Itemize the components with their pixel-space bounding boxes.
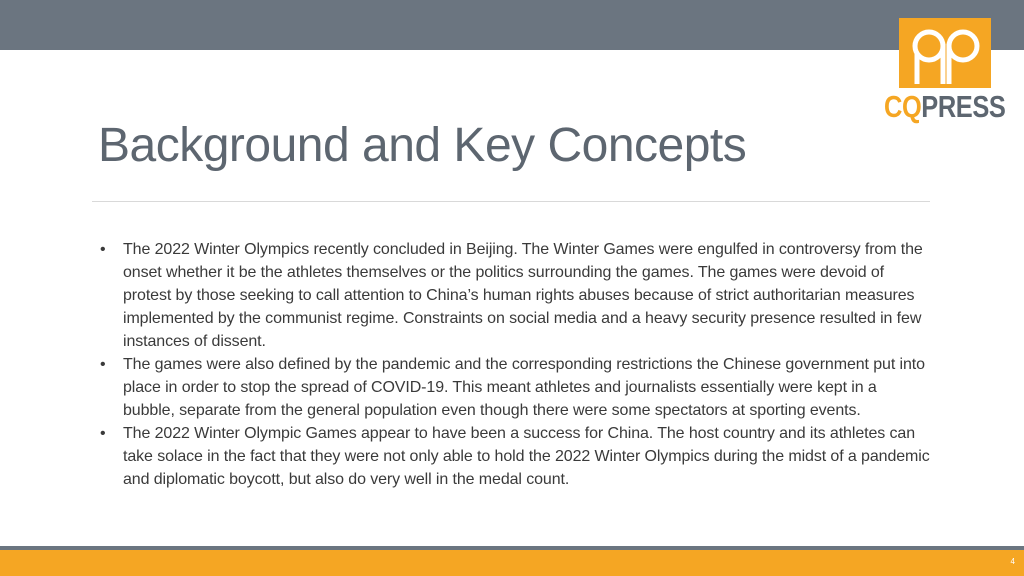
logo-glyph-icon (899, 18, 991, 88)
bullet-dot-icon: • (100, 356, 106, 373)
logo-wordmark (884, 89, 1006, 124)
page-number: 4 (1010, 557, 1015, 566)
bullet-item (100, 238, 930, 353)
bullet-text: The 2022 Winter Olympic Games appear to have been a success for China. The host country and its athletes can take solace in the fact that they were not only able to hold the 2022 Winter Olympics during the midst of a pandemic and diplomatic boycott, but also do very well in the medal count. (123, 425, 930, 488)
logo-press-text: PRESS (921, 89, 1006, 124)
bullet-item (100, 422, 930, 491)
bullet-text: The 2022 Winter Olympics recently concluded in Beijing. The Winter Games were engulfed in controversy from the onset whether it be the athletes themselves or the politics surrounding the games. The games were devoid of protest by those seeking to call attention to China’s human rights abuses because of strict authoritarian measures implemented by the communist regime. Constraints on social media and a heavy security presence resulted in few instances of dissent. (123, 241, 923, 350)
top-bar (0, 0, 1024, 50)
bullet-list (100, 238, 930, 491)
bullet-dot-icon: • (100, 425, 106, 442)
logo-mark (899, 18, 991, 88)
bullet-dot-icon: • (100, 241, 106, 258)
logo-cq-text: CQ (884, 89, 922, 124)
cq-press-logo (884, 18, 1006, 124)
bullet-text: The games were also defined by the pandemic and the corresponding restrictions the Chinese government put into place in order to stop the spread of COVID-19. This meant athletes and journalists essentially were kept in a bubble, separate from the general population even though there were some spectators at sporting events. (123, 356, 925, 419)
title-divider (92, 201, 930, 202)
bullet-item (100, 353, 930, 422)
slide-title: Background and Key Concepts (98, 119, 747, 172)
bottom-orange-bar (0, 550, 1024, 576)
